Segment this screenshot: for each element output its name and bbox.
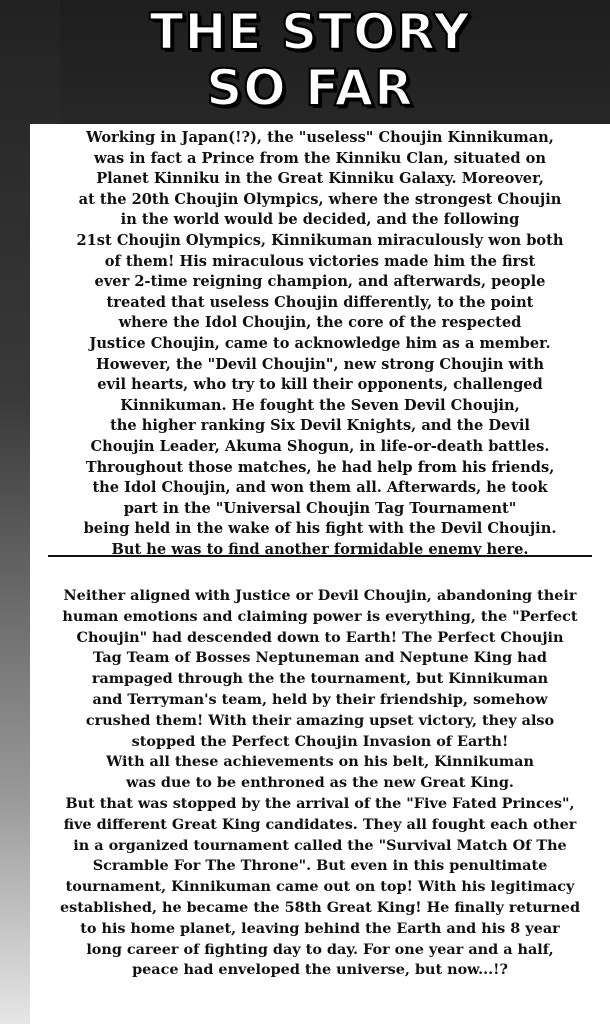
story-line: tournament, Kinnikuman came out on top! With his legitimacy [65,878,575,896]
story-line: 21st Choujin Olympics, Kinnikuman miraculously won both [76,231,564,249]
story-line: at the 20th Choujin Olympics, where the strongest Choujin [78,190,562,208]
story-line: Working in Japan(!?), the "useless" Choujin Kinnikuman, [86,129,554,146]
story-line: Justice Choujin, came to acknowledge him as a member. [89,334,551,352]
section-divider [48,555,592,557]
story-line: was in fact a Prince from the Kinniku Clan, situated on [94,149,546,167]
story-line: Neither aligned with Justice or Devil Choujin, abandoning their [63,587,577,604]
story-line: and Terryman's team, held by their friendship, somehow [92,690,548,708]
story-line: human emotions and claiming power is everything, the "Perfect [62,607,578,625]
title-line-1: THE STORY [149,3,471,61]
story-line: Choujin" had descended down to Earth! The Perfect Choujin [76,628,564,646]
story-line: stopped the Perfect Choujin Invasion of Earth! [131,732,509,750]
story-line: the higher ranking Six Devil Knights, and the Devil [110,417,530,435]
story-line: established, he became the 58th Great King! He finally returned [59,898,581,916]
page-title [60,4,560,116]
story-line: being held in the wake of his fight with the Devil Choujin. [83,520,557,538]
story-line: of them! His miraculous victories made him the first [104,252,536,270]
story-line: to his home planet, leaving behind the Earth and his 8 year [80,919,560,937]
story-line: in a organized tournament called the "Survival Match Of The [73,836,567,854]
story-line: But that was stopped by the arrival of the "Five Fated Princes", [65,794,575,812]
story-line: Planet Kinniku in the Great Kinniku Galaxy. Moreover, [96,170,544,188]
story-line: the Idol Choujin, and won them all. Afterwards, he took [92,479,548,497]
story-line: crushed them! With their amazing upset victory, they also [85,711,555,729]
story-line: Kinnikuman. He fought the Seven Devil Choujin, [120,396,520,414]
story-line: However, the "Devil Choujin", new strong Choujin with [96,355,544,373]
story-line: Choujin Leader, Akuma Shogun, in life-or-death battles. [90,437,550,455]
story-line: But he was to find another formidable enemy here. [111,540,529,558]
story-line: was due to be enthroned as the new Great King. [126,774,514,792]
story-line: in the world would be decided, and the following [120,211,520,229]
story-panel [30,124,610,1024]
story-line: peace had enveloped the universe, but now...!? [132,961,508,979]
story-line: Throughout those matches, he had help from his friends, [85,458,555,476]
story-line: With all these achievements on his belt, Kinnikuman [106,753,534,771]
story-line: part in the "Universal Choujin Tag Tournament" [123,499,517,517]
story-paragraph-1 [30,128,610,560]
story-line: Scramble For The Throne". But even in this penultimate [92,857,548,875]
story-line: long career of fighting day to day. For one year and a half, [86,940,554,958]
story-line: ever 2-time reigning champion, and afterwards, people [94,273,546,291]
story-line: Tag Team of Bosses Neptuneman and Neptune King had [93,649,547,667]
story-line: treated that useless Choujin differently, to the point [106,293,534,311]
story-line: five different Great King candidates. They all fought each other [63,815,577,833]
story-paragraph-2 [26,586,610,981]
story-line: where the Idol Choujin, the core of the respected [118,314,522,332]
story-line: rampaged through the the tournament, but Kinnikuman [91,670,549,688]
story-line: evil hearts, who try to kill their opponents, challenged [97,376,543,394]
title-line-2: SO FAR [206,59,414,117]
